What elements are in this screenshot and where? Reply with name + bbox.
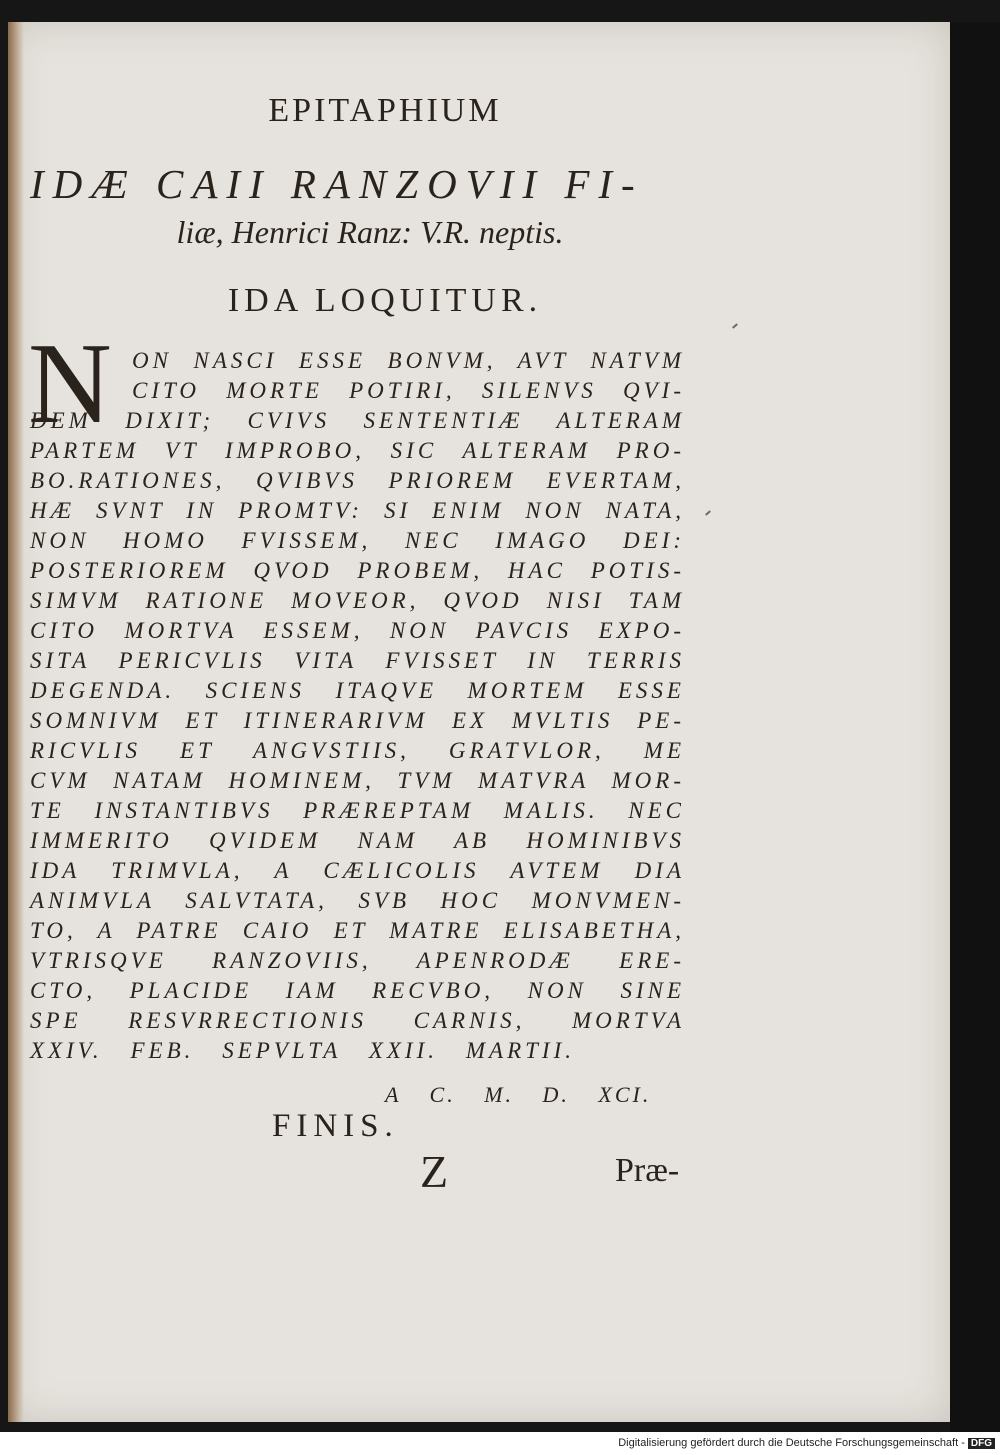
body-line: SIMVM RATIONE MOVEOR, QVOD NISI TAM bbox=[30, 588, 685, 613]
body-line-last: XXIV. FEB. SEPVLTA XXII. MARTII. bbox=[30, 1038, 575, 1063]
body-line: SITA PERICVLIS VITA FVISSET IN TERRIS bbox=[30, 648, 685, 673]
body-line: PARTEM VT IMPROBO, SIC ALTERAM PRO- bbox=[30, 438, 685, 463]
body-line: POSTERIOREM QVOD PROBEM, HAC POTIS- bbox=[30, 558, 685, 583]
body-line: IMMERITO QVIDEM NAM AB HOMINIBVS bbox=[30, 828, 685, 853]
body-line: CITO MORTVA ESSEM, NON PAVCIS EXPO- bbox=[30, 618, 685, 643]
scan-border-right bbox=[950, 22, 1000, 1432]
speaker-heading: IDA LOQUITUR. bbox=[227, 282, 543, 319]
body-line: RICVLIS ET ANGVSTIIS, GRATVLOR, ME bbox=[30, 738, 685, 763]
body-line: ANIMVLA SALVTATA, SVB HOC MONVMEN- bbox=[30, 888, 685, 913]
signature-mark: Z bbox=[420, 1146, 449, 1197]
body-line: TO, A PATRE CAIO ET MATRE ELISABETHA, bbox=[30, 918, 685, 943]
body-line: IDA TRIMVLA, A CÆLICOLIS AVTEM DIA bbox=[30, 858, 685, 883]
date-line: A C. M. D. XCI. bbox=[385, 1082, 652, 1107]
catchword: Præ- bbox=[615, 1152, 680, 1189]
body-line: HÆ SVNT IN PROMTV: SI ENIM NON NATA, bbox=[30, 498, 685, 523]
epitaph-subtitle-line-1: IDÆ CAII RANZOVII FI- bbox=[30, 161, 644, 207]
epitaph-title: EPITAPHIUM bbox=[268, 92, 502, 129]
digitization-credit bbox=[610, 1437, 995, 1449]
body-line: CVM NATAM HOMINEM, TVM MATVRA MOR- bbox=[30, 768, 685, 793]
body-line: CTO, PLACIDE IAM RECVBO, NON SINE bbox=[30, 978, 685, 1003]
body-line: VTRISQVE RANZOVIIS, APENRODÆ ERE- bbox=[30, 948, 685, 973]
body-line: CITO MORTE POTIRI, SILENVS QVI- bbox=[132, 378, 685, 403]
body-line: ON NASCI ESSE BONVM, AVT NATVM bbox=[132, 348, 685, 373]
body-line: TE INSTANTIBVS PRÆREPTAM MALIS. NEC bbox=[30, 798, 685, 823]
epitaph-subtitle-line-2: liæ, Henrici Ranz: V.R. neptis. bbox=[176, 214, 564, 250]
dfg-logo[interactable]: DFG bbox=[968, 1438, 995, 1449]
page-gutter bbox=[8, 22, 24, 1422]
body-line: DEM DIXIT; CVIVS SENTENTIÆ ALTERAM bbox=[30, 408, 685, 433]
finis-heading: FINIS. bbox=[272, 1108, 399, 1144]
body-line: BO.RATIONES, QVIBVS PRIOREM EVERTAM, bbox=[30, 468, 685, 493]
body-line: DEGENDA. SCIENS ITAQVE MORTEM ESSE bbox=[30, 678, 685, 703]
drop-cap: N bbox=[28, 320, 112, 448]
credit-text: Digitalisierung gefördert durch die Deutsche Forschungsgemeinschaft - bbox=[618, 1437, 965, 1449]
body-line: SOMNIVM ET ITINERARIVM EX MVLTIS PE- bbox=[30, 708, 685, 733]
body-line: NON HOMO FVISSEM, NEC IMAGO DEI: bbox=[30, 528, 685, 553]
body-line: SPE RESVRRECTIONIS CARNIS, MORTVA bbox=[30, 1008, 685, 1033]
